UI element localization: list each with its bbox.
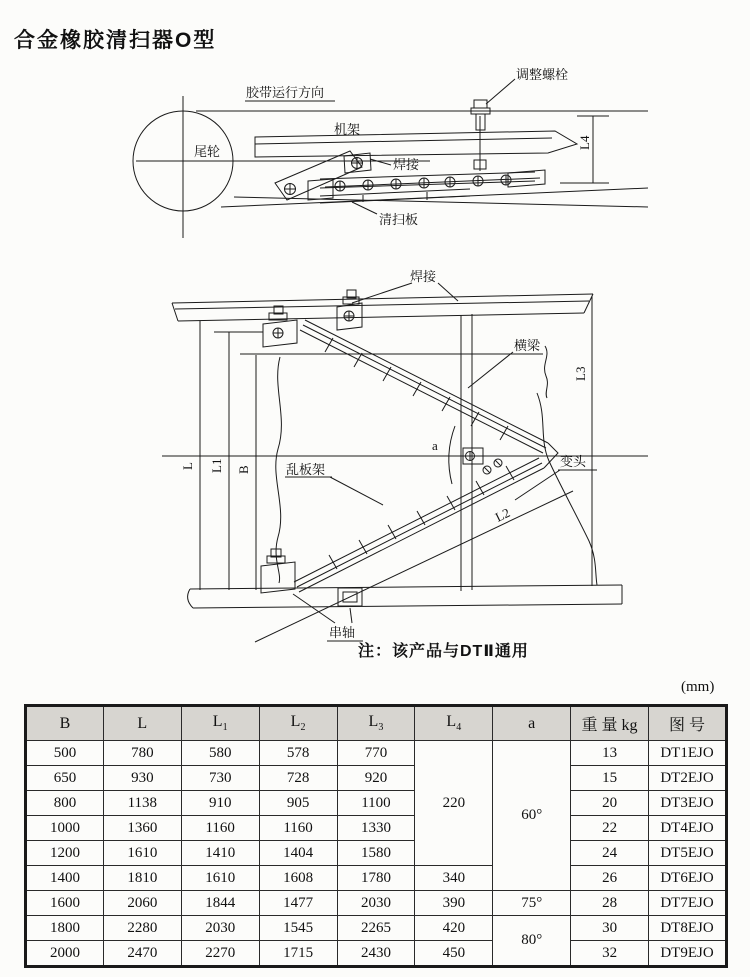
col-header: 重 量 kg (571, 706, 649, 741)
cell: 1580 (337, 841, 415, 866)
plan-view-drawing (162, 269, 648, 642)
cell: 650 (26, 766, 104, 791)
cell: 1608 (259, 866, 337, 891)
col-header: a (493, 706, 571, 741)
cell: DT6EJO (649, 866, 727, 891)
cell: 910 (181, 791, 259, 816)
table-row (26, 791, 727, 816)
cell: 2030 (181, 916, 259, 941)
cell: 1477 (259, 891, 337, 916)
cell: 500 (26, 741, 104, 766)
cell: 390 (415, 891, 493, 916)
cell: 1000 (26, 816, 104, 841)
cell: 1810 (103, 866, 181, 891)
cross-beam-label: 横梁 (514, 338, 541, 353)
cell: DT1EJO (649, 741, 727, 766)
cell: 800 (26, 791, 104, 816)
cell: 2060 (103, 891, 181, 916)
col-header: L (103, 706, 181, 741)
cell: 930 (103, 766, 181, 791)
cell: 1715 (259, 941, 337, 967)
table-row (26, 816, 727, 841)
angle-a-label: a (432, 438, 438, 453)
cell: 1330 (337, 816, 415, 841)
cell: 780 (103, 741, 181, 766)
cell: 920 (337, 766, 415, 791)
cell: 730 (181, 766, 259, 791)
table-row (26, 941, 727, 967)
page-title: 合金橡胶清扫器O型 (14, 29, 217, 52)
cell: 13 (571, 741, 649, 766)
table-row (26, 841, 727, 866)
cell: 2430 (337, 941, 415, 967)
cell: DT5EJO (649, 841, 727, 866)
adjust-bolt-label: 调整螺栓 (516, 67, 569, 82)
cell: 1138 (103, 791, 181, 816)
cell: 1404 (259, 841, 337, 866)
cell: 905 (259, 791, 337, 816)
table-row (26, 891, 727, 916)
cell: DT4EJO (649, 816, 727, 841)
dim-b-label: B (236, 465, 251, 474)
cell: 2000 (26, 941, 104, 967)
table-row (26, 866, 727, 891)
cell: 1600 (26, 891, 104, 916)
upper-arm-hatches (325, 338, 508, 440)
cell: 1360 (103, 816, 181, 841)
cell: DT8EJO (649, 916, 727, 941)
cell: 1800 (26, 916, 104, 941)
dim-l-label: L (180, 462, 195, 470)
cell: 2470 (103, 941, 181, 967)
col-header: $L_2$ (259, 706, 337, 741)
cell: 2270 (181, 941, 259, 967)
scraper-frame-label: 乱板架 (286, 462, 326, 477)
cell: 770 (337, 741, 415, 766)
cell: 340 (415, 866, 493, 891)
cell: 28 (571, 891, 649, 916)
col-header: B (26, 706, 104, 741)
cell: 1200 (26, 841, 104, 866)
dimension-table (24, 704, 728, 968)
cell: 1780 (337, 866, 415, 891)
cell: DT2EJO (649, 766, 727, 791)
cell: 580 (181, 741, 259, 766)
cell: 728 (259, 766, 337, 791)
col-header: 图 号 (649, 706, 727, 741)
col-header: $L_4$ (415, 706, 493, 741)
side-view-drawing (133, 67, 648, 238)
cleaner-plate-label: 清扫板 (379, 212, 419, 227)
cell: DT3EJO (649, 791, 727, 816)
cell: 2265 (337, 916, 415, 941)
cell: 20 (571, 791, 649, 816)
cell: 1160 (259, 816, 337, 841)
cell: 1610 (181, 866, 259, 891)
cell: 2280 (103, 916, 181, 941)
unit-label: (mm) (681, 679, 715, 695)
cell: 1410 (181, 841, 259, 866)
weld-label-2: 焊接 (410, 269, 437, 284)
cell-l4-group: 220 (415, 741, 493, 866)
compatibility-note: 注：该产品与DTⅡ通用 (358, 643, 529, 660)
cell: 30 (571, 916, 649, 941)
weld-label-1: 焊接 (393, 157, 420, 172)
cell: 1400 (26, 866, 104, 891)
cell-angle-group: 80° (493, 916, 571, 967)
col-header: $L_1$ (181, 706, 259, 741)
header-row (26, 706, 727, 741)
cell: 32 (571, 941, 649, 967)
cell: 15 (571, 766, 649, 791)
joint-label: 变头 (560, 454, 587, 469)
table-row (26, 766, 727, 791)
dim-l3-label: L3 (573, 366, 588, 381)
cell: DT9EJO (649, 941, 727, 967)
table-row (26, 741, 727, 766)
cell: 22 (571, 816, 649, 841)
cell: 26 (571, 866, 649, 891)
cell: 1610 (103, 841, 181, 866)
cell: 420 (415, 916, 493, 941)
cell: 1100 (337, 791, 415, 816)
dim-l4-label: L4 (577, 135, 592, 150)
cell: 450 (415, 941, 493, 967)
cell: 1545 (259, 916, 337, 941)
cell-angle-group: 60° (493, 741, 571, 891)
cell: DT7EJO (649, 891, 727, 916)
cell: 1160 (181, 816, 259, 841)
cell: 75° (493, 891, 571, 916)
dim-l1-label: L1 (209, 458, 224, 473)
cell: 578 (259, 741, 337, 766)
tail-wheel-label: 尾轮 (194, 144, 221, 159)
shaft-label: 串轴 (329, 625, 356, 640)
cell: 1844 (181, 891, 259, 916)
dim-l2-label: L2 (492, 504, 513, 525)
cell: 2030 (337, 891, 415, 916)
table-row (26, 916, 727, 941)
belt-direction-label: 胶带运行方向 (246, 85, 325, 100)
cell: 24 (571, 841, 649, 866)
frame-label: 机架 (334, 122, 361, 137)
col-header: $L_3$ (337, 706, 415, 741)
